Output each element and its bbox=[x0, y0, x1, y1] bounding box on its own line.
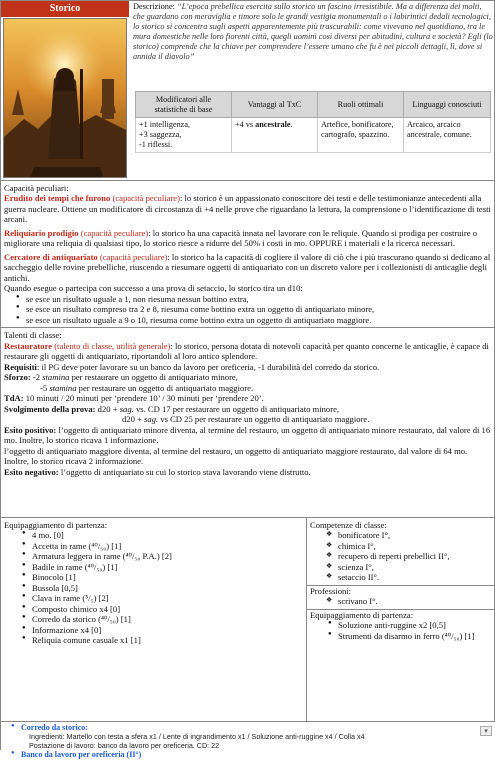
erudito-tag: (capacità peculiare) bbox=[110, 193, 180, 204]
section-divider bbox=[1, 327, 495, 328]
list-item: ● Corredo da storico (⁴⁰/₅₀) [1] bbox=[24, 614, 303, 624]
sforzo-2b: per restaurare un oggetto di antiquariato maggiore. bbox=[76, 382, 254, 393]
erudito-text: : lo storico è un appassionato conoscitore dei testi e delle testimonianze antecedenti alla guerra nucleare. Ottiene un modificatore di circostanza di +4 nelle prove che riguardano la lettura, la comprensione o l’identificazione di testi arcani. bbox=[4, 193, 491, 225]
list-item: ❖ bonificatore I°, bbox=[330, 530, 493, 540]
talent-tda bbox=[4, 393, 493, 403]
sforzo-2a: -5 bbox=[40, 382, 50, 393]
cercatore-text: : lo storico ha la capacità di cogliere il valore di ciò che i più trascurano quando si dedicano al saccheggio delle rovine prebelliche, riuscendo a riesumare oggetti di antiquariato con un discreto valore per i collezionisti di anticaglie degli antichi. bbox=[4, 251, 491, 283]
stats-languages-cell: Arcaico, arcaico ancestrale, comune. bbox=[404, 118, 491, 153]
list-item: ● Soluzione anti-ruggine x2 [0,5] bbox=[330, 620, 493, 630]
reliquiario-tag: (capacità peculiare) bbox=[78, 227, 149, 238]
negativo-text: l’oggetto di antiquariato su cui lo storico stava lavorando viene distrutto. bbox=[58, 466, 311, 477]
list-item: ● Composto chimico x4 [0] bbox=[24, 604, 303, 614]
restauratore-tag: (talento di classe, utilità generale) bbox=[52, 340, 171, 351]
svol-1b: vs. CD 17 per restaurare un oggetto di antiquariato minore, bbox=[133, 403, 340, 414]
cercatore-roll-intro: Quando esegue o partecipa con successo a una prova di setaccio, lo storico tira un d10: bbox=[4, 283, 303, 294]
modifier-int: +1 intelligenza, bbox=[139, 120, 190, 129]
description-label: Descrizione: bbox=[133, 2, 178, 11]
svol-1a: d20 + bbox=[95, 403, 120, 414]
sforzo-1b: per restaurare un oggetto di antiquariato minore, bbox=[69, 372, 238, 383]
list-item: ❖ recupero di reperti prebellici II°, bbox=[330, 551, 493, 561]
negativo-label: Esito negativo: bbox=[4, 466, 59, 477]
cercatore-roll-list bbox=[4, 294, 493, 325]
abilities-section bbox=[4, 183, 493, 477]
txc-bold: ancestrale bbox=[255, 120, 291, 129]
modifier-rif: -1 riflessi. bbox=[139, 140, 173, 149]
stats-table bbox=[135, 91, 491, 153]
equipment-right-column bbox=[307, 518, 495, 722]
list-item: ● Bussola [0,5] bbox=[24, 583, 303, 593]
talent-sforzo-2 bbox=[4, 383, 493, 393]
stats-header-roles: Ruoli ottimali bbox=[318, 92, 404, 118]
stats-roles-cell: Artefice, bonificatore, cartografo, spazzino. bbox=[318, 118, 404, 153]
talent-svolgimento bbox=[4, 404, 493, 414]
equip-right-heading: Equipaggiamento di partenza: bbox=[310, 609, 414, 620]
modifier-sag: +3 saggezza, bbox=[139, 130, 182, 139]
sforzo-2i: stamina bbox=[49, 382, 77, 393]
positivo-label: Esito positivo: bbox=[4, 424, 57, 435]
talent-sforzo bbox=[4, 372, 493, 382]
requisiti-label: Requisiti bbox=[4, 361, 37, 372]
capacita-heading: Capacità peculiari: bbox=[4, 183, 69, 193]
talent-requisiti bbox=[4, 362, 493, 372]
description-text: “L’epoca prebellica esercita sullo storico un fascino irresistibile. Ma a differenza dei molti, che guardano con meraviglia e timore solo le grandi vestigia monumentali o i labirintici dedali tecnologici, lo storico si concentra sugli aspetti apparentemente più trascurabili: come vivevano nel quotidiano, tra le mura domestiche nelle loro fiorenti città, quegli uomini così diversi per abitudini, cultura e società? Egli (lo storico) comprende che la chiave per comprendere l’essere umano che fu è nei piccoli dettagli, lì, dove si annida il diavolo” bbox=[133, 2, 493, 61]
list-item: ❖ scienza I°, bbox=[330, 562, 493, 572]
stats-header-modifiers: Modificatori alle statistiche di base bbox=[136, 92, 232, 118]
restauratore-name: Restauratore bbox=[4, 340, 53, 351]
svol-1i: sag. bbox=[119, 403, 134, 414]
svol-2b: vs CD 25 per restaurare un oggetto di antiquariato maggiore. bbox=[158, 414, 370, 425]
header-section bbox=[1, 1, 495, 181]
portrait-illustration bbox=[4, 19, 127, 178]
list-item: ● Accetta in rame (⁴⁰/₅₀) [1] bbox=[24, 541, 303, 551]
corredo-postazione: Postazione di lavoro: banco da lavoro per oreficeria. CD: 22 bbox=[29, 740, 220, 750]
class-description bbox=[133, 2, 493, 62]
ability-cercatore bbox=[4, 252, 493, 283]
list-item: ● se esce un risultato uguale a 9 o 10, riesuma come bottino extra un oggetto di antiquariato maggiore. bbox=[18, 315, 493, 325]
talent-svolgimento-2 bbox=[4, 414, 493, 424]
list-item: ● Badile in rame (⁴⁰/₅₀) [1] bbox=[24, 562, 303, 572]
positivo-text: l’oggetto di antiquariato minore diventa, al termine del restauro, un oggetto di antiquariato minore restaurato, dal valore di 16 mo. Inoltre, lo storico ricava 1 informazione. bbox=[4, 424, 491, 446]
class-title: Storico bbox=[1, 1, 129, 17]
list-item: ● se esce un risultato compreso tra 2 e 8, riesuma come bottino extra un oggetto di antiquariato minore, bbox=[18, 304, 493, 314]
corredo-link[interactable]: ● Corredo da storico: bbox=[21, 723, 493, 733]
restauratore-text: : lo storico, persona dotata di notevoli capacità per quanto concerne le anticaglie, è capace di restaurare gli oggetti di antiquariato, riportandoli al loro antico splendore. bbox=[4, 340, 489, 362]
list-item: ● Strumenti da disarmo in ferro (⁴⁰/₅₀) [1] bbox=[330, 631, 493, 641]
sforzo-label: Sforzo: bbox=[4, 372, 31, 383]
sforzo-1i: stamina bbox=[42, 372, 70, 383]
competenze-heading: Competenze di classe: bbox=[310, 520, 387, 530]
reliquiario-text: : lo storico ha una capacità innata nel lavorare con le reliquie. Quando si prodiga per costruire o migliorare una reliquia di qualsiasi tipo, lo storico riesce a ridurre del 50% i costi in mo. OPPURE i materiali e la ricerca necessari. bbox=[4, 227, 478, 249]
txc-suffix: . bbox=[290, 120, 293, 129]
list-item: ● se esce un risultato uguale a 1, non riesuma nessun bottino extra, bbox=[18, 294, 493, 304]
corredo-ingredienti: Ingredienti: Martello con testa a sfera x1 / Lente di ingrandimento x1 / Soluzione anti-ruggine x4 / Colla x4 bbox=[29, 731, 365, 741]
svol-2a: d20 + bbox=[122, 414, 145, 425]
equip-left-list bbox=[4, 530, 303, 645]
list-item: ● Armatura leggera in rame (⁴⁰/₅₀ P.A.) [2] bbox=[24, 551, 303, 561]
talent-esito-positivo-2: l’oggetto di antiquariato maggiore diventa, al termine del restauro, un oggetto di antiquariato maggiore restaurato, dal valore di 64 mo. Inoltre, lo storico ricava 2 informazione. bbox=[4, 445, 468, 467]
banco-link[interactable]: ● Banco da lavoro per oreficeria (II°) bbox=[21, 750, 493, 760]
txc-prefix: +4 vs bbox=[235, 120, 256, 129]
equip-left-heading: Equipaggiamento di partenza: bbox=[4, 520, 108, 530]
requisiti-text: : il PG deve poter lavorare su un banco da lavoro per oreficeria, -1 durabilità del corredo da storico. bbox=[36, 361, 380, 372]
chevron-down-icon[interactable]: ▾ bbox=[480, 726, 492, 736]
talent-esito-positivo bbox=[4, 425, 493, 446]
stats-txc-cell bbox=[232, 118, 318, 153]
historian-portrait bbox=[3, 18, 127, 178]
equip-right-box bbox=[310, 610, 493, 641]
ability-erudito bbox=[4, 193, 493, 224]
equipment-section bbox=[1, 517, 495, 721]
professioni-heading: Professioni: bbox=[310, 585, 352, 596]
sforzo-1a: -2 bbox=[30, 372, 43, 383]
tda-text: 10 minuti / 20 minuti per ‘prendere 10’ / 30 minuti per ‘prendere 20’. bbox=[23, 393, 264, 404]
list-item: ● Reliquia comune casuale x1 [1] bbox=[24, 635, 303, 645]
stats-header-languages: Linguaggi conosciuti bbox=[404, 92, 491, 118]
list-item: ❖ setaccio II°. bbox=[330, 572, 493, 582]
list-item: ● Binocolo [1] bbox=[24, 572, 303, 582]
talenti-heading: Talenti di classe: bbox=[4, 330, 62, 341]
reliquiario-name: Reliquiario prodigio bbox=[4, 227, 79, 238]
equip-right-list bbox=[310, 620, 493, 641]
competenze-box bbox=[307, 520, 495, 586]
svol-2i: sag. bbox=[144, 414, 159, 425]
tda-label: TdA: bbox=[4, 393, 24, 404]
cercatore-name: Cercatore di antiquariato bbox=[4, 251, 98, 262]
stats-modifiers-cell bbox=[136, 118, 232, 153]
equipment-left-column bbox=[1, 518, 307, 722]
talent-esito-negativo bbox=[4, 467, 493, 477]
competenze-list bbox=[310, 530, 493, 582]
ability-reliquiario bbox=[4, 228, 493, 249]
erudito-name: Erudito dei tempi che furono bbox=[4, 193, 111, 204]
cercatore-tag: (capacità peculiare) bbox=[97, 251, 168, 262]
crafting-footer bbox=[1, 721, 495, 760]
list-item: ● 4 mo. [0] bbox=[24, 530, 303, 540]
professioni-box bbox=[307, 586, 495, 610]
stats-header-txc: Vantaggi al TxC bbox=[232, 92, 318, 118]
list-item: ❖ chimica I°, bbox=[330, 541, 493, 551]
list-item: ● Clava in rame (⁵/₅) [2] bbox=[24, 593, 303, 603]
list-item: ● Informazione x4 [0] bbox=[24, 625, 303, 635]
svolgimento-label: Svolgimento della prova: bbox=[4, 403, 96, 414]
professioni-list bbox=[310, 596, 493, 606]
talent-restauratore bbox=[4, 341, 493, 362]
list-item: ❖ scrivano I°. bbox=[330, 596, 493, 606]
